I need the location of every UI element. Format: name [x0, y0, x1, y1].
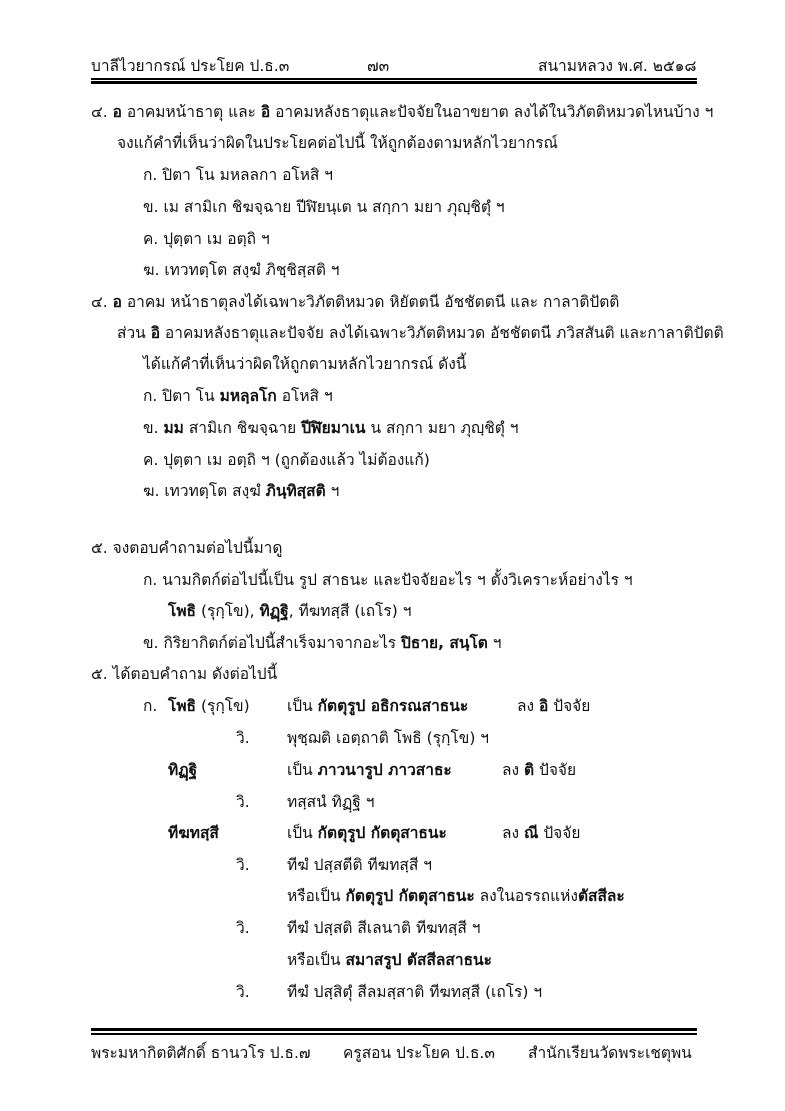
q4-item-ka: ก. ปิตา โน มหลลกา อโหสิ ฯ — [143, 166, 334, 184]
q4-item-gha: ฆ. เทวทตฺโต สงฺฆํ ภิชฺชิสฺสติ ฯ — [143, 261, 340, 279]
a5-word3-or2 — [287, 950, 492, 970]
a5-word3-lng: ลง — [502, 824, 524, 842]
a4-item2-correction2: ปีฬิยมาเน — [301, 419, 366, 437]
a4-item1-c: อโหสิ ฯ — [276, 387, 333, 405]
a5-or1-a: หรือเป็น — [287, 887, 346, 905]
q5-itemB-words: ปิธาย, สนฺโต — [401, 634, 488, 652]
a5-word3-suffix — [502, 823, 580, 843]
q5-words — [168, 601, 411, 621]
q5-title — [91, 538, 282, 558]
header-left: บาลีไวยากรณ์ ประโยค ป.ธ.๓ — [91, 57, 290, 75]
a5-or1-c: ลงในอรรถแห่ง — [474, 887, 578, 905]
a5-vi-label: วิ. — [236, 729, 250, 747]
a5-or2-type: สมาสรูป ตัสสีลสาธนะ — [345, 951, 492, 969]
a5-word1-type — [287, 696, 468, 716]
q5-itemB-c: ฯ — [487, 634, 502, 652]
q5-number: ๕. — [91, 539, 108, 557]
a5-word2-type — [287, 760, 452, 780]
a5-word1-lng: ลง — [517, 697, 539, 715]
a5-word2 — [168, 760, 197, 780]
q5-word-bodhi-note: (รุกฺโข), — [196, 602, 260, 620]
footer-right: สำนักเรียนวัดพระเชตุพน — [528, 1044, 692, 1062]
a4-item-gha — [143, 481, 339, 501]
a5-word3-type — [287, 823, 447, 843]
q5-item-ka: ก. นามกิตก์ต่อไปนี้เป็น รูป สาธนะ และปัจจัยอะไร ฯ ตั้งวิเคราะห์อย่างไร ฯ — [143, 571, 633, 589]
a5-word1-note: (รุกฺโข) — [196, 697, 250, 715]
a4-i-letter: อิ — [150, 324, 160, 342]
a5-word3-type-bold: กัตตุรูป กัตตุสาธนะ — [317, 824, 447, 842]
a4-item4-c: ฯ — [325, 482, 340, 500]
a5-number: ๕. — [91, 665, 108, 683]
a5-word3 — [168, 823, 219, 843]
a5-word2-lng: ลง — [502, 761, 524, 779]
footer-rule-thin — [91, 1033, 697, 1035]
a4-line1-rest: อาคม หน้าธาตุลงได้เฉพาะวิภัตติหมวด หิยัตตนี อัชชัตตนี และ กาลาติปัตติ — [121, 293, 620, 311]
page-number: ๗๓ — [367, 57, 390, 75]
a5-word3-vigraha2: ทีฆํ ปสฺสติ สีเลนาติ ทีฆทสฺสี ฯ — [287, 919, 481, 937]
a5-title — [91, 664, 277, 684]
q4-line1-mid: อาคมหน้าธาตุ และ — [121, 103, 261, 121]
a4-item1-correction: มหลฺลโก — [219, 387, 277, 405]
a4-item1-a: ก. ปิตา โน — [143, 387, 220, 405]
a4-line3: ได้แก้คำที่เห็นว่าผิดให้ถูกตามหลักไวยากรณ์ ดังนี้ — [143, 355, 467, 373]
a4-item2-c: สามิเก ชิฆจฺฉาย — [183, 419, 302, 437]
footer-rule-thick — [91, 1028, 697, 1031]
a4-item4-a: ฆ. เทวทตฺโต สงฺฆํ — [143, 482, 266, 500]
a5-word2-is: เป็น — [287, 761, 318, 779]
q4-a-letter: อ — [112, 103, 122, 121]
a5-vi-label: วิ. — [236, 983, 250, 1001]
a5-vi-label: วิ. — [236, 856, 250, 874]
q4-line1-rest: อาคมหลังธาตุและปัจจัยในอาขยาต ลงได้ในวิภัตติหมวดไหนบ้าง ฯ — [270, 103, 714, 121]
a5-vi-label: วิ. — [236, 793, 250, 811]
a5-vi-label: วิ. — [236, 919, 250, 937]
a5-word1-suffix — [517, 696, 590, 716]
q4-number: ๔. — [91, 103, 108, 121]
a5-or1-type: กัตตุรูป กัตตุสาธนะ — [345, 887, 475, 905]
a5-word1-is: เป็น — [287, 697, 318, 715]
a4-item-ka — [143, 386, 333, 406]
a5-word2-suf: ติ — [524, 761, 535, 779]
a5-word2-ditthi: ทิฏฺฐิ — [168, 761, 198, 779]
a5-word3-pat: ปัจจัย — [538, 824, 581, 842]
a5-word2-suffix — [502, 760, 576, 780]
a5-word1 — [168, 696, 250, 716]
a4-item2-correction1: มม — [163, 419, 184, 437]
a5-ka-label: ก. — [143, 697, 158, 715]
a4-item2-e: น สกฺกา มยา ภุญฺชิตุํ ฯ — [365, 419, 519, 437]
a4-line2-start: ส่วน — [117, 324, 151, 342]
a5-word1-pat: ปัจจัย — [548, 697, 591, 715]
q5-word-dighadassi: , ทีฆทสฺสี (เถโร) ฯ — [288, 602, 412, 620]
a4-line2-rest: อาคมหลังธาตุและปัจจัย ลงได้เฉพาะวิภัตติหมวด อัชชัตตนี ภวิสสันติ และกาลาติปัตติ — [160, 324, 724, 342]
q5-word-bodhi: โพธิ — [168, 602, 197, 620]
a5-word2-pat: ปัจจัย — [534, 761, 577, 779]
a5-word1-vigraha: พุชฺฌติ เอตฺถาติ โพธิ (รุกฺโข) ฯ — [287, 729, 490, 747]
q5-item-kha — [143, 633, 502, 653]
header-rule-thin — [91, 78, 697, 80]
q4-i-letter: อิ — [260, 103, 271, 121]
a5-word1-type-bold: กัตตุรูป อธิกรณสาธนะ — [317, 697, 469, 715]
a5-word3-vigraha3: ทีฆํ ปสฺสิตุํ สีลมสฺสาติ ทีฆทสฺสี (เถโร) ฯ — [287, 983, 543, 1001]
a5-word3-dighadassi: ทีฆทสฺสี — [168, 824, 219, 842]
q4-item-kho: ค. ปุตฺตา เม อตฺถิ ฯ — [143, 230, 270, 248]
q4-line1 — [91, 102, 713, 122]
q4-line2: จงแก้คำที่เห็นว่าผิดในประโยคต่อไปนี้ ให้ถูกต้องตามหลักไวยากรณ์ — [117, 134, 558, 152]
a5-or1-tassila: ตัสสีละ — [577, 887, 625, 905]
a5-word3-vigraha1: ทีฆํ ปสฺสตีติ ทีฆทสฺสี ฯ — [287, 856, 432, 874]
q5-word-ditthi: ทิฏฺฐิ — [259, 602, 289, 620]
a5-word1-bodhi: โพธิ — [168, 697, 197, 715]
a4-line2 — [117, 323, 724, 343]
a4-a-letter: อ — [112, 293, 122, 311]
q5-itemB-a: ข. กิริยากิตก์ต่อไปนี้สำเร็จมาจากอะไร — [143, 634, 402, 652]
a5-word1-suf: อิ — [539, 697, 549, 715]
a4-item4-correction: ภินฺทิสฺสติ — [265, 482, 326, 500]
header-right: สนามหลวง พ.ศ. ๒๕๑๘ — [538, 57, 697, 75]
a4-item2-a: ข. — [143, 419, 164, 437]
footer-left: พระมหากิตติศักดิ์ ธานวโร ป.ธ.๗ — [91, 1044, 311, 1062]
footer-center: ครูสอน ประโยค ป.ธ.๓ — [343, 1044, 495, 1062]
a5-word3-is: เป็น — [287, 824, 318, 842]
q5-title-text: จงตอบคำถามต่อไปนี้มาดู — [112, 539, 283, 557]
a4-item-kha — [143, 418, 518, 438]
a4-item-kho: ค. ปุตฺตา เม อตฺถิ ฯ (ถูกต้องแล้ว ไม่ต้องแก้) — [143, 451, 430, 469]
a4-line1 — [91, 292, 619, 312]
q4-item-kha: ข. เม สามิเก ชิฆจฺฉาย ปีฬิยนฺเต น สกฺกา มยา ภุญฺชิตุํ ฯ — [143, 198, 505, 216]
a5-word3-or1 — [287, 886, 625, 906]
a5-or2-a: หรือเป็น — [287, 951, 346, 969]
a5-title-text: ได้ตอบคำถาม ดังต่อไปนี้ — [112, 665, 278, 683]
a5-word2-vigraha: ทสฺสนํ ทิฏฺฐิ ฯ — [287, 793, 375, 811]
a5-word3-suf: ณี — [524, 824, 539, 842]
a4-number: ๔. — [91, 293, 108, 311]
header-rule-thick — [91, 81, 697, 84]
a5-word2-type-bold: ภาวนารูป ภาวสาธะ — [317, 761, 452, 779]
